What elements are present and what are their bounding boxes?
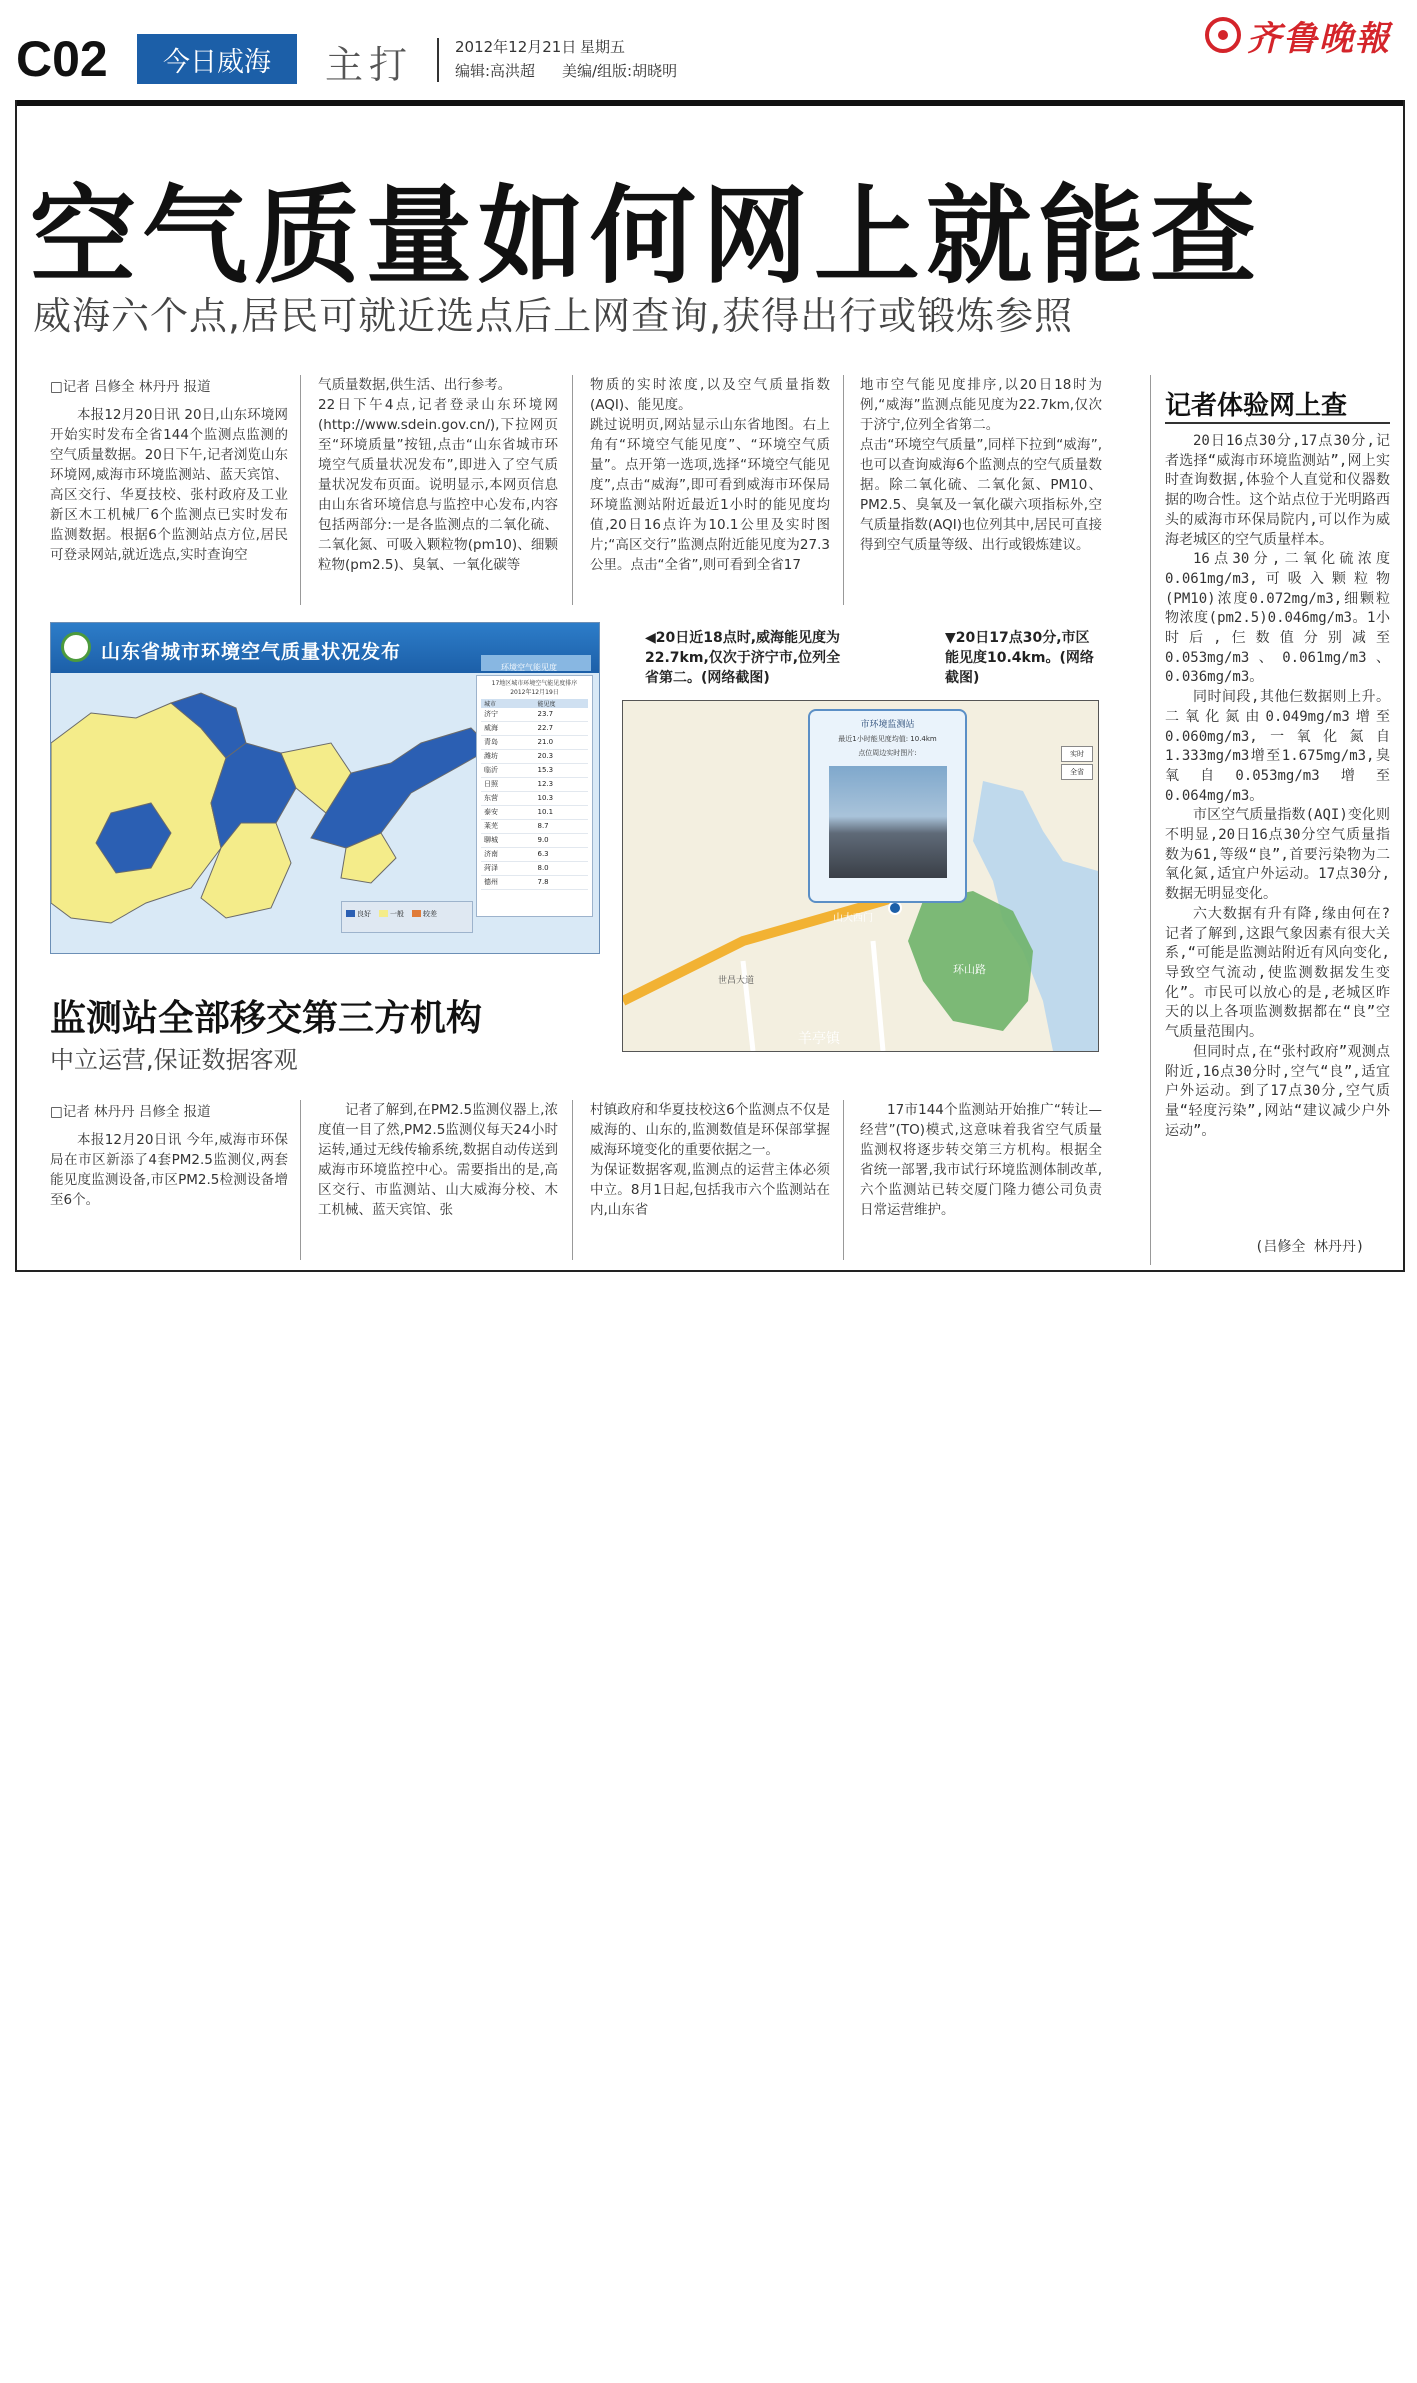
place-label: 山大西门	[833, 913, 873, 924]
table-row	[481, 736, 588, 750]
sidebar-paragraph: 16点30分,二氧化硫浓度0.061mg/m3,可吸入颗粒物(PM10)浓度0.072mg/m3,细颗粒物浓度(pm2.5)0.046mg/m3。1小时后,仨数值分别减至0.053mg/m3、0.061mg/m3、0.036mg/m3。	[1165, 551, 1390, 686]
sidebar-title: 记者体验网上查	[1165, 391, 1348, 421]
table-cell: 泰安	[484, 808, 498, 816]
column-rule	[843, 375, 844, 605]
column-rule	[572, 1100, 573, 1260]
story1-col4: 地市空气能见度排序,以20日18时为例,“威海”监测点能见度为22.7km,仅次于济宁,位列全省第二。 点击“环境空气质量”,同样下拉到“威海”,也可以查询威海6个监测点的空气质量数据。除二氧化硫、二氧化氮、PM10、PM2.5、臭氧及一氧化碳六项指标外,空气质量指数(AQI)也位列其中,居民可直接得到空气质量等级、出行或锻炼建议。	[860, 377, 1102, 553]
story2-col1	[50, 1130, 288, 1210]
story2-col3: 村镇政府和华夏技校这6个监测点不仅是威海的、山东的,监测数值是环保部掌握威海环境变化的重要依据之一。 为保证数据客观,监测点的运营主体必须中立。8月1日起,包括我市六个监测站在内,山东省	[590, 1102, 830, 1218]
table-cell: 8.7	[537, 822, 549, 830]
caption-photo: ▼20日17点30分,市区能见度10.4km。(网络截图)	[945, 630, 1094, 686]
table-cell: 德州	[484, 878, 498, 886]
table-cell: 济宁	[484, 710, 498, 718]
headline: 空气质量如何网上就能查	[30, 175, 1262, 298]
table-cell: 21.0	[537, 738, 554, 746]
table-row	[481, 750, 588, 764]
table-cell: 10.1	[537, 808, 554, 816]
story1-col1-text: 本报12月20日讯 20日,山东环境网开始实时发布全省144个监测点监测的空气质量数据。20日下午,记者浏览山东环境网,威海市环境监测站、蓝天宾馆、高区交行、华夏技校、张村政府及工业新区木工机械厂6个监测点已实时发布监测数据。根据6个监测站点方位,居民可登录网站,就近选点,实时查询空	[50, 407, 288, 563]
legend-item	[412, 909, 437, 919]
table-cell: 7.8	[537, 878, 549, 886]
table-cell: 6.3	[537, 850, 549, 858]
province-button[interactable]: 全省	[1061, 764, 1093, 780]
sidebar-body	[1165, 432, 1390, 1141]
visibility-table	[476, 675, 593, 917]
story1-byline: □记者 吕修全 林丹丹 报道	[50, 379, 211, 395]
column-rule	[843, 1100, 844, 1260]
story1-col2: 气质量数据,供生活、出行参考。 22日下午4点,记者登录山东环境网(http://www.sdein.gov.cn/),下拉网页至“环境质量”按钮,点击“山东省城市环境空气质量状况发布”,即进入了空气质量状况发布页面。说明显示,本网页信息由山东省环境信息与监控中心发布,内容包括两部分:一是各监测点的二氧化硫、二氧化氮、可吸入颗粒物(pm10)、细颗粒物(pm2.5)、臭氧、一氧化碳等	[318, 377, 558, 573]
header-divider	[437, 38, 439, 82]
issue-weekday: 星期五	[580, 38, 626, 56]
table-row	[481, 722, 588, 736]
column-rule	[300, 375, 301, 605]
story2-col2-text: 记者了解到,在PM2.5监测仪器上,浓度值一目了然,PM2.5监测仪每天24小时运转,通过无线传输系统,数据自动传送到威海市环境监控中心。需要指出的是,高区交行、市监测站、山大威海分校、木工机械、蓝天宾馆、张	[318, 1102, 558, 1218]
live-photo	[829, 766, 947, 878]
map-legend	[341, 901, 473, 933]
table-row	[481, 848, 588, 862]
column-label: 主打	[325, 43, 414, 87]
map-banner-title: 山东省城市环境空气质量状况发布	[101, 641, 402, 663]
station-popup	[808, 709, 967, 903]
province-map-screenshot	[50, 622, 600, 954]
popup-link: 点位周边实时图片:	[858, 749, 917, 757]
table-cell: 青岛	[484, 738, 498, 746]
table-header-row	[481, 699, 588, 708]
table-row	[481, 792, 588, 806]
legend-item	[379, 909, 404, 919]
logo-text: 齐鲁晚報	[1247, 18, 1391, 59]
legend-swatch	[346, 910, 355, 917]
table-cell: 日照	[484, 780, 498, 788]
story2-subtitle: 中立运营,保证数据客观	[50, 1046, 298, 1074]
emblem-icon	[61, 632, 91, 662]
column-rule	[572, 375, 573, 605]
realtime-button[interactable]: 实时	[1061, 746, 1093, 762]
city-map-screenshot	[622, 700, 1099, 1052]
table-row	[481, 834, 588, 848]
legend-swatch	[412, 910, 421, 917]
table-cell: 12.3	[537, 780, 554, 788]
table-row	[481, 708, 588, 722]
newspaper-logo	[1205, 10, 1391, 60]
table-cell: 东营	[484, 794, 498, 802]
table-row	[481, 876, 588, 890]
table-header-cell: 城市	[484, 701, 497, 708]
legend-label: 良好	[357, 909, 371, 918]
sidebar-paragraph: 同时间段,其他仨数据则上升。二氧化氮由0.049mg/m3增至0.060mg/m3,一氧化氮自1.333mg/m3增至1.675mg/m3,臭氧自0.053mg/m3增至0.064mg/m3。	[1165, 689, 1390, 804]
page-code: C02	[16, 31, 108, 87]
table-rows	[477, 699, 592, 890]
table-cell: 威海	[484, 724, 498, 732]
table-cell: 潍坊	[484, 752, 498, 760]
section-label: 今日威海	[163, 46, 271, 78]
place-label: 环山路	[953, 963, 986, 976]
map-nav-label: 环境空气能见度	[501, 663, 557, 672]
sidebar-paragraph: 20日16点30分,17点30分,记者选择“威海市环境监测站”,网上实时查询数据,体验个人直觉和仪器数据的吻合性。这个站点位于光明路西头的威海市环保局院内,可以作为威海老城区的空气质量样本。	[1165, 433, 1390, 548]
table-cell: 23.7	[537, 710, 554, 718]
place-label: 世昌大道	[718, 976, 755, 986]
table-row	[481, 806, 588, 820]
station-marker-icon	[889, 902, 901, 914]
table-title: 17地区城市环境空气能见度排序	[491, 680, 578, 687]
caption-map: ◀20日近18点时,威海能见度为22.7km,仅次于济宁市,位列全省第二。(网络截图)	[645, 630, 841, 686]
subheadline: 威海六个点,居民可就近选点后上网查询,获得出行或锻炼参照	[33, 294, 1074, 338]
sidebar-title-rule	[1165, 422, 1390, 424]
popup-value: 最近1小时能见度均值: 10.4km	[838, 735, 937, 743]
map-nav-tab	[481, 655, 591, 671]
table-cell: 9.0	[537, 836, 549, 844]
table-cell: 临沂	[484, 766, 498, 774]
table-cell: 莱芜	[484, 822, 498, 830]
legend-item	[346, 909, 371, 919]
table-row	[481, 862, 588, 876]
legend-label: 一般	[390, 909, 404, 918]
table-row	[481, 764, 588, 778]
popup-title: 市环境监测站	[860, 720, 915, 730]
layout-credit: 美编/组版:胡晓明	[562, 62, 678, 80]
place-label: 羊亭镇	[798, 1031, 840, 1047]
editor-credit: 编辑:高洪超	[455, 62, 536, 80]
story2-col4-text: 17市144个监测站开始推广“转让—经营”(TO)模式,这意味着我省空气质量监测权将逐步转交第三方机构。根据全省统一部署,我市试行环境监测体制改革,六个监测站已转交厦门隆力德公司负责日常运营维护。	[860, 1102, 1102, 1218]
story2-col4	[860, 1100, 1102, 1220]
table-cell: 菏泽	[484, 864, 498, 872]
table-cell: 济南	[484, 850, 498, 858]
story2-col2	[318, 1100, 558, 1220]
story2-col1-text: 本报12月20日讯 今年,威海市环保局在市区新添了4套PM2.5监测仪,两套能见度监测设备,市区PM2.5检测设备增至6个。	[50, 1132, 288, 1208]
table-cell: 15.3	[537, 766, 554, 774]
legend-swatch	[379, 910, 388, 917]
story1-col3: 物质的实时浓度,以及空气质量指数(AQI)、能见度。 跳过说明页,网站显示山东省地图。右上角有“环境空气能见度”、“环境空气质量”。点开第一选项,选择“环境空气能见度”,点击“威海”,即可看到威海市环保局环境监测站附近最近1小时的能见度均值,20日16点许为10.1公里及实时图片;“高区交行”监测点附近能见度为27.3公里。点击“全省”,则可看到全省17	[590, 377, 830, 573]
section-badge	[137, 34, 297, 84]
table-cell: 20.3	[537, 752, 554, 760]
table-cell: 22.7	[537, 724, 554, 732]
table-date: 2012年12月19日	[510, 689, 559, 696]
story2-title: 监测站全部移交第三方机构	[50, 998, 483, 1039]
table-cell: 聊城	[484, 836, 498, 844]
column-rule	[300, 1100, 301, 1260]
table-row	[481, 778, 588, 792]
sidebar-rule	[1150, 375, 1151, 1265]
table-row	[481, 820, 588, 834]
sidebar-paragraph: 但同时点,在“张村政府”观测点附近,16点30分时,空气“良”,适宜户外运动。到了17点30分,空气质量“轻度污染”,网站“建议减少户外运动”。	[1165, 1043, 1390, 1139]
story2-byline: □记者 林丹丹 吕修全 报道	[50, 1104, 211, 1120]
legend-label: 较差	[423, 909, 437, 918]
table-cell: 8.0	[537, 864, 549, 872]
issue-date: 2012年12月21日	[455, 38, 577, 56]
sidebar-signature: (吕修全 林丹丹)	[1255, 1239, 1365, 1255]
table-header-cell: 能见度	[537, 701, 556, 708]
sidebar-paragraph: 六大数据有升有降,缘由何在?记者了解到,这跟气象因素有很大关系,“可能是监测站附近有风向变化,导致空气流动,使监测数据发生变化”。市民可以放心的是,老城区昨天的以上各项监测数据都在“良”空气质量范围内。	[1165, 905, 1390, 1041]
logo-mark-icon	[1205, 17, 1241, 53]
legend-items	[342, 902, 472, 922]
sidebar-paragraph: 市区空气质量指数(AQI)变化则不明显,20日16点30分空气质量指数为61,等级“良”,首要污染物为二氧化氮,适宜户外运动。17点30分,数据无明显变化。	[1165, 807, 1390, 903]
table-cell: 10.3	[537, 794, 554, 802]
story1-col1	[50, 405, 288, 565]
